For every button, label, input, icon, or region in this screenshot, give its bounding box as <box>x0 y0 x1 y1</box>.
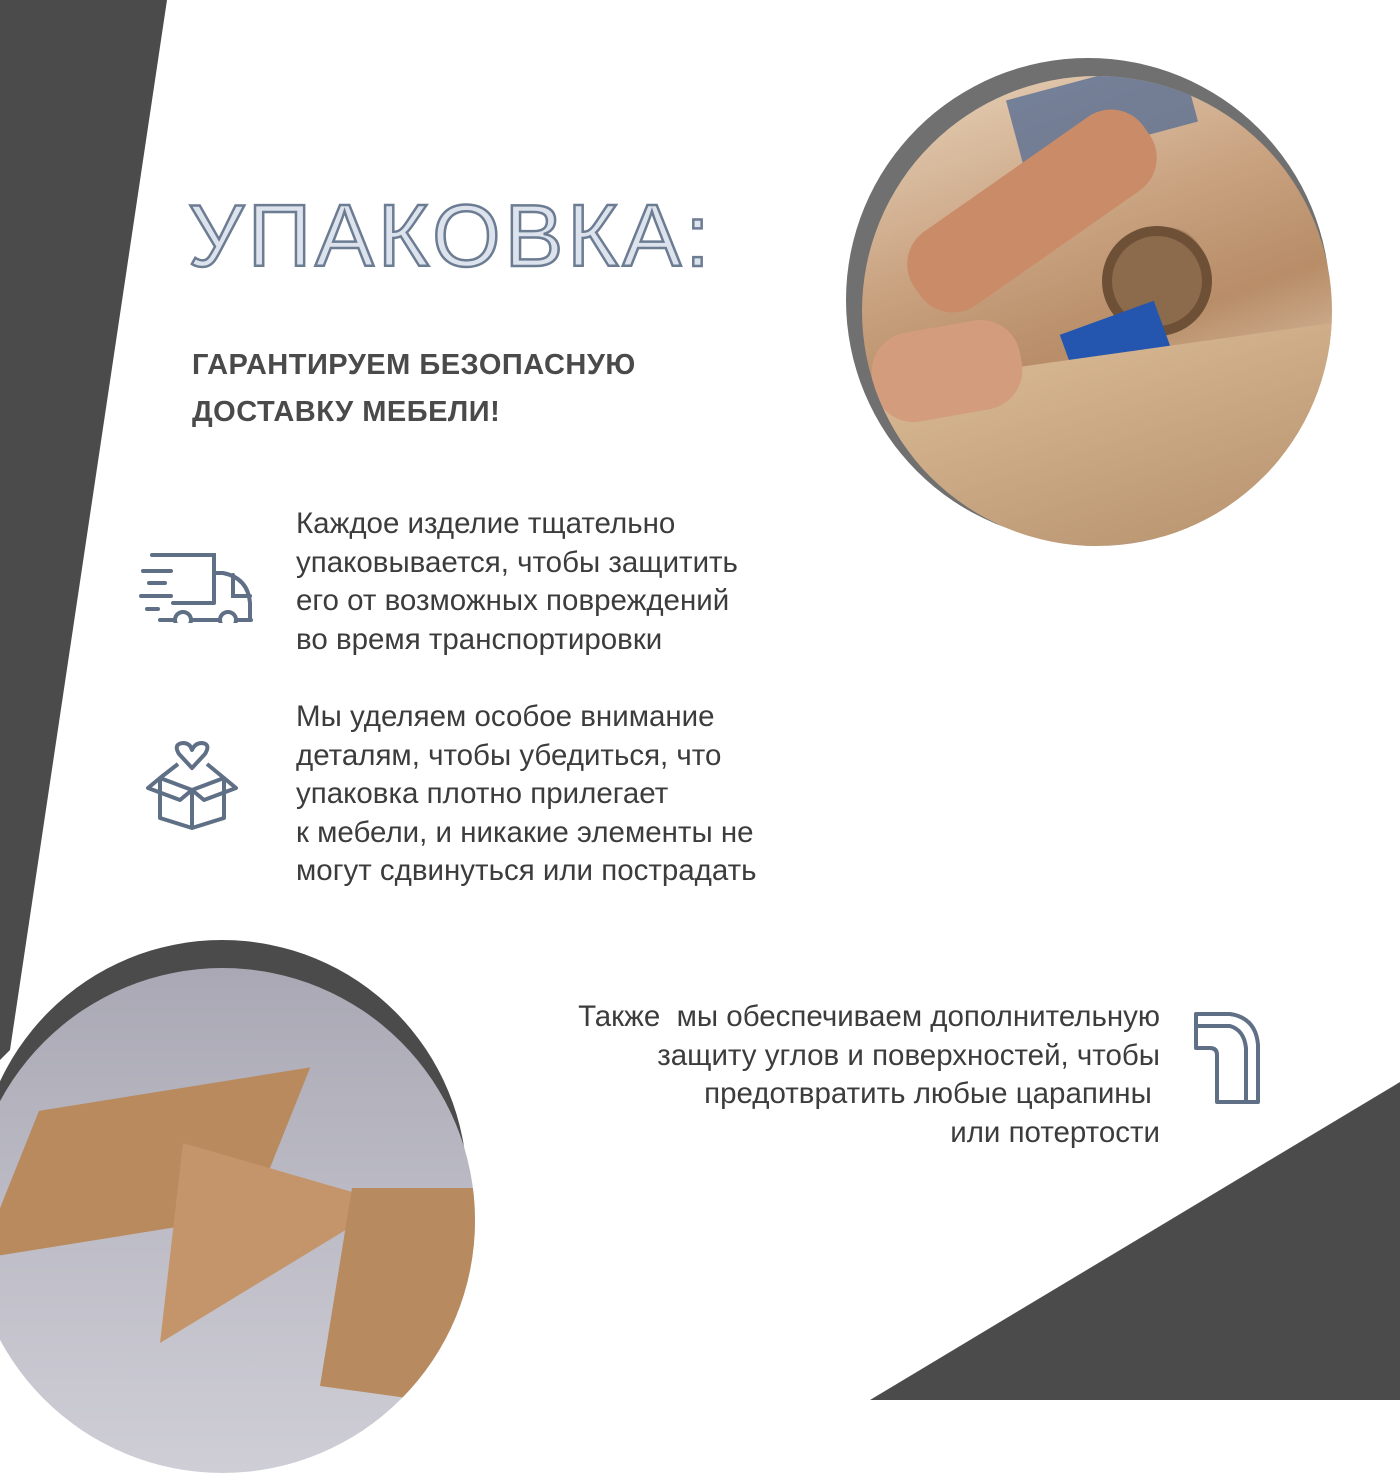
subtitle-line: ГАРАНТИРУЕМ БЕЗОПАСНУЮ <box>192 349 636 381</box>
text-line: его от возможных повреждений <box>296 584 730 617</box>
cardboard-corner-protectors-photo <box>0 968 475 1473</box>
delivery-truck-icon <box>138 548 258 623</box>
text-line: упаковывается, чтобы защитить <box>296 545 738 579</box>
text-line: Каждое изделие тщательно <box>296 507 676 540</box>
feature-text-packaging <box>296 505 738 659</box>
packing-tape-dispenser-photo <box>862 76 1332 546</box>
page-title: УПАКОВКА: <box>188 186 714 285</box>
gift-box-heart-icon <box>145 740 240 832</box>
text-line: деталям, чтобы убедиться, что <box>296 738 722 772</box>
feature-text-details <box>296 698 757 891</box>
text-line: или потертости <box>950 1115 1160 1149</box>
text-line: защиту углов и поверхностей, чтобы <box>657 1038 1160 1072</box>
text-line: к мебели, и никакие элементы не <box>296 815 754 849</box>
text-line: предотвратить любые царапины <box>704 1077 1160 1110</box>
corner-protector-icon <box>1192 1010 1262 1110</box>
text-line: Также мы обеспечиваем дополнительную <box>578 1000 1160 1033</box>
subtitle-line: ДОСТАВКУ МЕБЕЛИ! <box>192 396 501 428</box>
text-line: упаковка плотно прилегает <box>296 777 669 810</box>
subtitle <box>192 342 636 436</box>
text-line: во время транспортировки <box>296 622 663 656</box>
feature-text-corners <box>578 998 1160 1152</box>
text-line: Мы уделяем особое внимание <box>296 700 715 733</box>
text-line: могут сдвинуться или пострадать <box>296 854 757 887</box>
